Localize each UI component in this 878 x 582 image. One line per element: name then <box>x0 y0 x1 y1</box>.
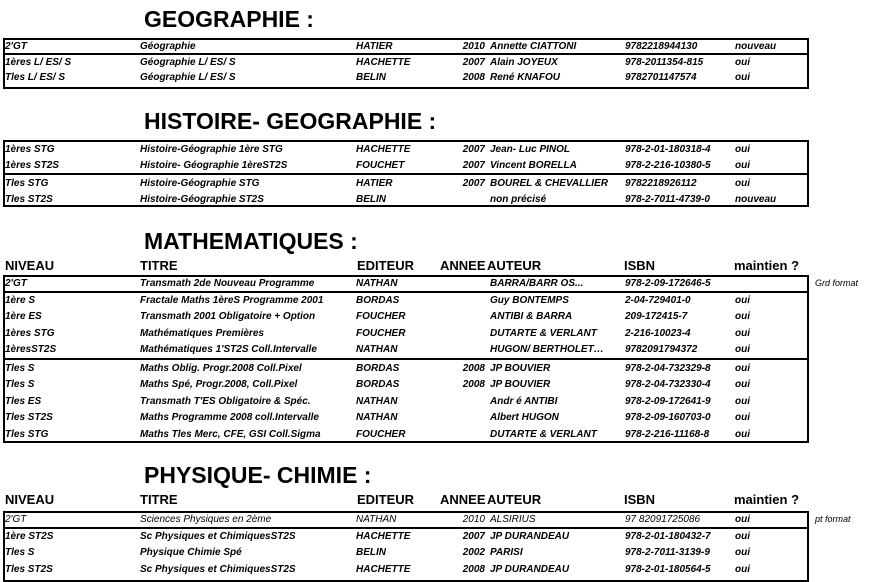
table-cell: oui <box>735 530 750 542</box>
table-cell: NATHAN <box>356 344 398 356</box>
table-row <box>0 158 878 173</box>
table-cell: oui <box>735 327 750 339</box>
table-cell: 978-2-09-160703-0 <box>625 412 711 424</box>
table-cell: 2'GT <box>5 41 27 52</box>
table-cell: Tles STG <box>5 428 49 440</box>
table-cell: 9782218926112 <box>625 178 697 189</box>
table-cell: HACHETTE <box>356 530 411 542</box>
column-header-cell: ISBN <box>624 258 656 273</box>
table-row <box>0 512 878 527</box>
table-row <box>0 192 878 207</box>
column-header-cell: EDITEUR <box>357 492 415 507</box>
table-cell: non précisé <box>490 194 547 205</box>
table-cell: Tles S <box>5 379 35 391</box>
table-cell: oui <box>735 178 750 189</box>
table-cell: Maths Oblig. Progr.2008 Coll.Pixel <box>140 362 302 374</box>
phys-column-header <box>0 492 878 508</box>
table-cell: FOUCHET <box>356 160 405 171</box>
table-cell: 2010 <box>462 41 485 52</box>
table-cell: 978-2-09-172641-9 <box>625 395 711 407</box>
table-cell: 9782218944130 <box>625 41 698 52</box>
table-cell: Albert HUGON <box>490 412 559 424</box>
table-row <box>0 361 878 376</box>
table-row <box>0 309 878 324</box>
table-cell: Maths Tles Merc, CFE, GSI Coll.Sigma <box>140 428 321 440</box>
table-cell: NATHAN <box>356 412 398 424</box>
table-cell: Transmath 2de Nouveau Programme <box>140 278 315 289</box>
table-cell: oui <box>735 379 750 391</box>
column-header-cell: ANNEE <box>440 492 486 507</box>
table-cell: BELIN <box>356 72 386 83</box>
table-cell: Tles ST2S <box>5 412 53 424</box>
table-cell: Transmath T'ES Obligatoire & Spéc. <box>140 395 311 407</box>
table-cell: 2008 <box>462 563 485 575</box>
column-header-cell: maintien ? <box>734 492 800 507</box>
math-side-note: Grd format <box>815 278 859 288</box>
table-cell: 978-2-7011-3139-9 <box>625 547 710 558</box>
table-cell: 978-2-09-172646-5 <box>625 278 711 289</box>
table-row <box>0 377 878 392</box>
table-cell: Géographie L/ ES/ S <box>140 56 236 68</box>
column-header-cell: NIVEAU <box>5 258 55 273</box>
table-cell: 2007 <box>462 530 485 542</box>
table-cell: 1ères STG <box>5 327 55 339</box>
math-column-header <box>0 258 878 274</box>
geo-section-title: GEOGRAPHIE : <box>144 6 314 32</box>
table-cell: Guy BONTEMPS <box>490 294 569 306</box>
table-cell: oui <box>735 514 750 525</box>
phys-side-note: pt format <box>815 514 851 524</box>
table-row <box>0 326 878 341</box>
table-cell: oui <box>735 428 750 440</box>
table-cell: 1ère ST2S <box>5 530 54 542</box>
table-cell: Tles S <box>5 362 35 374</box>
table-cell: Tles ES <box>5 395 42 407</box>
table-cell: Tles ST2S <box>5 563 53 575</box>
table-cell: 978-2-01-180318-4 <box>625 144 711 155</box>
table-cell: Mathématiques Premières <box>140 327 264 339</box>
table-cell: oui <box>735 160 750 171</box>
table-cell: Transmath 2001 Obligatoire + Option <box>140 311 316 323</box>
table-cell: HATIER <box>356 178 393 189</box>
table-cell: 2010 <box>462 514 485 525</box>
table-row <box>0 176 878 191</box>
table-cell: 2008 <box>462 379 485 391</box>
table-cell: 2'GT <box>5 514 27 525</box>
table-cell: 2007 <box>462 178 485 189</box>
table-cell: Sc Physiques et ChimiquesST2S <box>140 530 296 542</box>
table-cell: oui <box>735 412 750 424</box>
table-cell: HATIER <box>356 41 393 52</box>
table-cell: Maths Programme 2008 coll.Intervalle <box>140 412 319 424</box>
table-cell: HACHETTE <box>356 144 411 155</box>
table-cell: BELIN <box>356 194 386 205</box>
table-cell: 978-2-216-11168-8 <box>625 428 710 440</box>
hist-section-title: HISTOIRE- GEOGRAPHIE : <box>144 108 437 134</box>
table-row <box>0 293 878 308</box>
table-cell: nouveau <box>735 41 777 52</box>
table-cell: 209-172415-7 <box>625 311 688 323</box>
table-cell: BELIN <box>356 547 386 558</box>
table-cell: 2-04-729401-0 <box>625 294 691 306</box>
table-row <box>0 39 878 54</box>
table-cell: Physique Chimie Spé <box>140 547 242 558</box>
table-row <box>0 342 878 357</box>
table-cell: BORDAS <box>356 362 400 374</box>
table-cell: oui <box>735 294 750 306</box>
table-row <box>0 276 878 291</box>
column-header-cell: AUTEUR <box>487 258 542 273</box>
table-cell: Maths Spé, Progr.2008, Coll.Pixel <box>140 379 298 391</box>
table-cell: FOUCHER <box>356 311 406 323</box>
table-row <box>0 562 878 577</box>
table-cell: ALSIRIUS <box>490 514 536 525</box>
table-cell: JP DURANDEAU <box>490 530 570 542</box>
table-cell: oui <box>735 563 750 575</box>
table-row <box>0 394 878 409</box>
table-row <box>0 55 878 70</box>
table-cell: 2-216-10023-4 <box>625 327 691 339</box>
table-row <box>0 142 878 157</box>
table-cell: oui <box>735 72 750 83</box>
table-cell: Tles ST2S <box>5 194 53 205</box>
table-cell: FOUCHER <box>356 327 406 339</box>
table-cell: oui <box>735 311 750 323</box>
table-cell: Jean- Luc PINOL <box>490 144 571 155</box>
table-cell: 978-2011354-815 <box>625 56 704 68</box>
table-row <box>0 410 878 425</box>
table-cell: 1ère S <box>5 294 36 306</box>
table-cell: 1ère ES <box>5 311 42 323</box>
table-cell: BORDAS <box>356 379 400 391</box>
table-cell: Histoire-Géographie ST2S <box>140 194 264 205</box>
table-cell: JP BOUVIER <box>490 379 551 391</box>
column-header-cell: TITRE <box>140 258 178 273</box>
table-cell: NATHAN <box>356 278 398 289</box>
table-cell: NATHAN <box>356 395 398 407</box>
table-cell: Histoire-Géographie STG <box>140 178 260 189</box>
table-row <box>0 70 878 85</box>
table-cell: 978-2-01-180564-5 <box>625 563 711 575</box>
table-cell: oui <box>735 395 750 407</box>
table-cell: oui <box>735 56 750 68</box>
table-cell: HUGON/ BERTHOLET… <box>490 344 604 356</box>
table-cell: 2007 <box>462 144 485 155</box>
column-header-cell: NIVEAU <box>5 492 55 507</box>
table-cell: Fractale Maths 1èreS Programme 2001 <box>140 294 324 306</box>
table-cell: Histoire-Géographie 1ère STG <box>140 144 283 155</box>
column-header-cell: ISBN <box>624 492 656 507</box>
table-cell: NATHAN <box>356 514 397 525</box>
phys-section-title: PHYSIQUE- CHIMIE : <box>144 462 372 488</box>
table-cell: Histoire- Géographie 1èreST2S <box>140 160 288 171</box>
table-cell: Sciences Physiques en 2ème <box>140 514 272 525</box>
table-cell: oui <box>735 144 750 155</box>
table-cell: 1ères STG <box>5 144 55 155</box>
table-cell: Vincent BORELLA <box>490 160 577 171</box>
table-cell: 2008 <box>462 362 485 374</box>
table-cell: 2008 <box>462 72 485 83</box>
table-cell: oui <box>735 362 750 374</box>
table-cell: Alain JOYEUX <box>490 56 558 68</box>
table-cell: HACHETTE <box>356 56 411 68</box>
table-cell: Tles S <box>5 547 35 558</box>
table-cell: Sc Physiques et ChimiquesST2S <box>140 563 296 575</box>
table-cell: 1èresST2S <box>5 344 57 356</box>
table-cell: Andr é ANTIBI <box>490 395 558 407</box>
table-cell: BOUREL & CHEVALLIER <box>490 178 608 189</box>
table-cell: 2'GT <box>5 278 27 289</box>
table-cell: 2007 <box>462 160 485 171</box>
table-cell: 978-2-04-732330-4 <box>625 379 711 391</box>
table-cell: 2007 <box>462 56 485 68</box>
math-section-title: MATHEMATIQUES : <box>144 228 358 254</box>
table-cell: Géographie <box>140 41 196 52</box>
table-cell: 9782091794372 <box>625 344 698 356</box>
table-cell: 978-2-01-180432-7 <box>625 530 711 542</box>
row-divider <box>3 173 809 175</box>
table-cell: 978-2-7011-4739-0 <box>625 194 710 205</box>
table-cell: 978-2-216-10380-5 <box>625 160 711 171</box>
table-row <box>0 427 878 442</box>
table-cell: BORDAS <box>356 294 400 306</box>
table-cell: 978-2-04-732329-8 <box>625 362 711 374</box>
table-cell: 2002 <box>462 547 485 558</box>
table-cell: JP DURANDEAU <box>490 563 570 575</box>
column-header-cell: AUTEUR <box>487 492 542 507</box>
table-cell: 1ères ST2S <box>5 160 59 171</box>
table-cell: oui <box>735 547 750 558</box>
table-cell: 97 82091725086 <box>625 514 701 525</box>
table-cell: HACHETTE <box>356 563 411 575</box>
column-header-cell: TITRE <box>140 492 178 507</box>
table-cell: BARRA/BARR OS... <box>490 278 584 289</box>
table-cell: JP BOUVIER <box>490 362 551 374</box>
table-cell: Tles L/ ES/ S <box>5 72 66 83</box>
table-cell: René KNAFOU <box>490 72 561 83</box>
table-cell: Tles STG <box>5 178 49 189</box>
table-row <box>0 545 878 560</box>
table-row <box>0 529 878 544</box>
table-cell: 1ères L/ ES/ S <box>5 56 72 68</box>
table-cell: Géographie L/ ES/ S <box>140 72 236 83</box>
table-cell: Annette CIATTONI <box>490 41 577 52</box>
column-header-cell: maintien ? <box>734 258 800 273</box>
table-cell: 9782701147574 <box>625 72 697 83</box>
column-header-cell: EDITEUR <box>357 258 415 273</box>
table-cell: oui <box>735 344 750 356</box>
table-cell: DUTARTE & VERLANT <box>490 428 597 440</box>
table-cell: nouveau <box>735 194 777 205</box>
table-cell: Mathématiques 1'ST2S Coll.Intervalle <box>140 344 317 356</box>
table-cell: ANTIBI & BARRA <box>490 311 573 323</box>
table-cell: DUTARTE & VERLANT <box>490 327 597 339</box>
table-cell: PARISI <box>490 547 523 558</box>
column-header-cell: ANNEE <box>440 258 486 273</box>
table-cell: FOUCHER <box>356 428 406 440</box>
